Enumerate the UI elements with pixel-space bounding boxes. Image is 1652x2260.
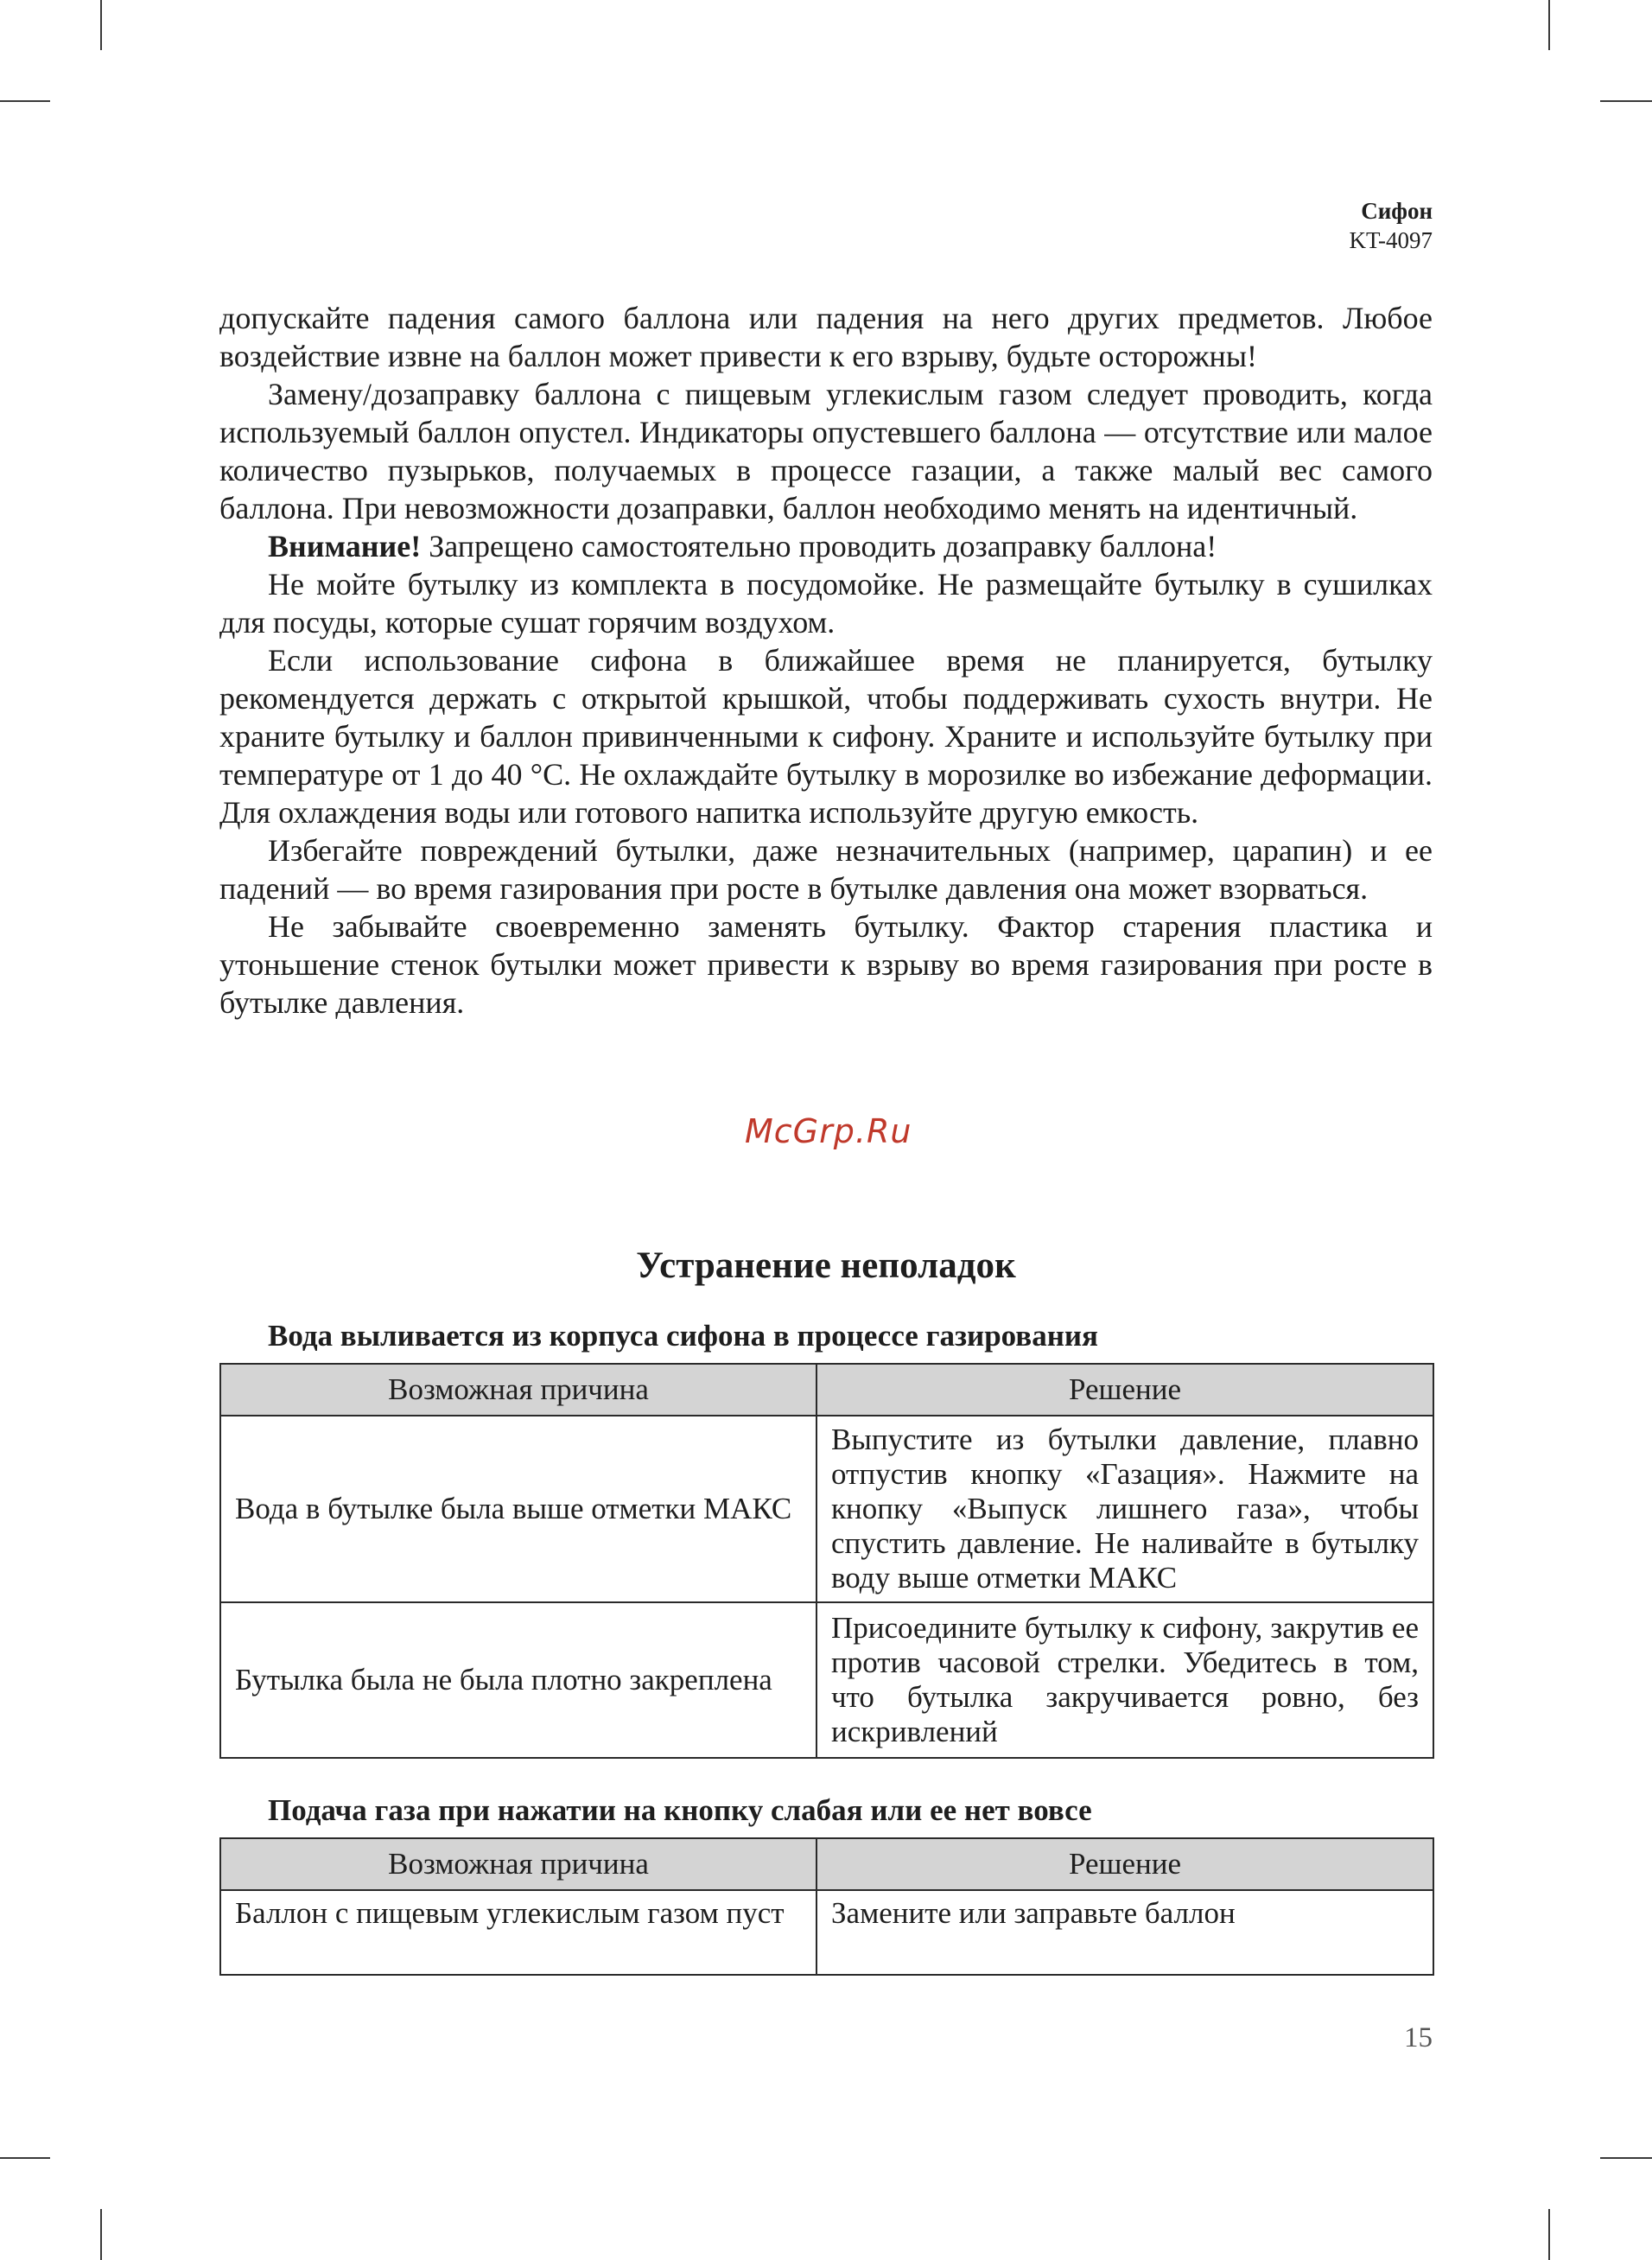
paragraph: Не забывайте своевременно заменять бутылку. Фактор старения пластика и утоньшение стенок бутылки может привести к взрыву во время газирования при росте в бутылке давления.: [219, 909, 1433, 1020]
warning-label: Внимание!: [268, 529, 422, 563]
product-model: KT-4097: [1349, 226, 1433, 253]
product-title: Сифон: [1361, 198, 1433, 224]
cause-cell: Бутылка была не была плотно закреплена: [220, 1602, 816, 1758]
body-text: [219, 299, 1433, 1022]
warning-paragraph: [219, 527, 1433, 565]
paragraph: Избегайте повреждений бутылки, даже незначительных (например, царапин) и ее падений — во время газирования при росте в бутылке давления она может взорваться.: [219, 833, 1433, 906]
page-number: 15: [1404, 2022, 1433, 2053]
crop-mark: [1600, 100, 1652, 102]
solution-cell: Замените или заправьте баллон: [816, 1890, 1433, 1975]
crop-mark: [0, 100, 50, 102]
troubleshooting-table: [219, 1837, 1434, 1976]
crop-mark: [100, 2209, 102, 2260]
cause-cell: Вода в бутылке была выше отметки МАКС: [220, 1416, 816, 1602]
problem-title: Вода выливается из корпуса сифона в процессе газирования: [268, 1319, 1098, 1353]
crop-mark: [1600, 2157, 1652, 2159]
table-header-row: [220, 1838, 1433, 1890]
troubleshooting-table: [219, 1363, 1434, 1759]
solution-cell: Выпустите из бутылки давление, плавно отпустив кнопку «Газация». Нажмите на кнопку «Выпуск лишнего газа», чтобы спустить давление. Не наливайте в бутылку воду выше отметки МАКС: [816, 1416, 1433, 1602]
column-header: Решение: [816, 1838, 1433, 1890]
column-header: Возможная причина: [220, 1364, 816, 1416]
crop-mark: [0, 2157, 50, 2159]
table-row: [220, 1602, 1433, 1758]
table-row: [220, 1416, 1433, 1602]
crop-mark: [100, 0, 102, 50]
paragraph: Не мойте бутылку из комплекта в посудомойке. Не размещайте бутылку в сушилках для посуды, которые сушат горячим воздухом.: [219, 567, 1433, 640]
column-header: Решение: [816, 1364, 1433, 1416]
table-header-row: [220, 1364, 1433, 1416]
section-title: Устранение неполадок: [636, 1245, 1016, 1286]
paragraph: Замену/дозаправку баллона с пищевым углекислым газом следует проводить, когда используемый баллон опустел. Индикаторы опустевшего баллона — отсутствие или малое количество пузырьков, получаемых в процессе газации, а также малый вес самого баллона. При невозможности дозаправки, баллон необходимо менять на идентичный.: [219, 377, 1433, 525]
cause-cell: Баллон с пищевым углекислым газом пуст: [220, 1890, 816, 1975]
crop-mark: [1548, 2209, 1550, 2260]
paragraph: допускайте падения самого баллона или падения на него других предметов. Любое воздействие извне на баллон может привести к его взрыву, будьте осторожны!: [219, 301, 1433, 373]
solution-cell: Присоедините бутылку к сифону, закрутив ее против часовой стрелки. Убедитесь в том, что бутылка закручивается ровно, без искривлений: [816, 1602, 1433, 1758]
paragraph: Если использование сифона в ближайшее время не планируется, бутылку рекомендуется держать с открытой крышкой, чтобы поддерживать сухость внутри. Не храните бутылку и баллон привинченными к сифону. Храните и используйте бутылку при температуре от 1 до 40 °С. Не охлаждайте бутылку в морозилке во избежание деформации. Для охлаждения воды или готового напитка используйте другую емкость.: [219, 643, 1433, 830]
table-row: [220, 1890, 1433, 1975]
running-head: [1349, 197, 1433, 256]
crop-mark: [1548, 0, 1550, 50]
problem-title: Подача газа при нажатии на кнопку слабая или ее нет вовсе: [268, 1793, 1092, 1827]
watermark: McGrp.Ru: [745, 1112, 912, 1150]
column-header: Возможная причина: [220, 1838, 816, 1890]
warning-text: Запрещено самостоятельно проводить дозаправку баллона!: [421, 529, 1217, 563]
